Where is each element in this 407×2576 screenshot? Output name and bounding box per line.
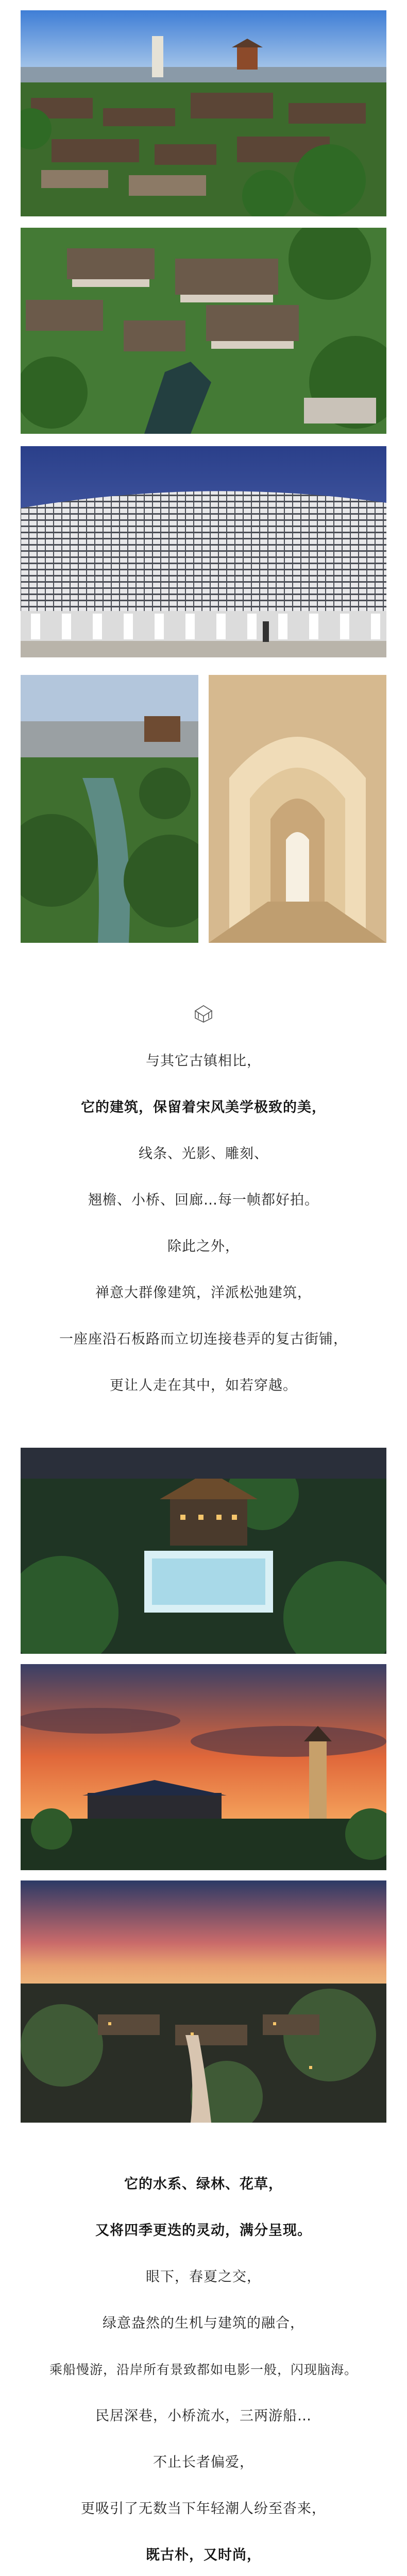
text-line: 它的水系、绿林、花草， — [124, 2176, 283, 2192]
text-line: 一座座沿石板路而立切连接巷弄的复古街铺， — [59, 1331, 348, 1347]
text-line: 眼下，春夏之交， — [146, 2269, 261, 2285]
scenery-text-section — [21, 2174, 386, 2576]
night-temple-photo — [21, 1448, 386, 1654]
text-line: 翘檐、小桥、回廊…每一帧都好拍。 — [88, 1192, 319, 1208]
text-line: 乘船慢游，沿岸所有景致都如电影一般，闪现脑海。 — [49, 2362, 358, 2377]
arched-corridor-photo — [209, 675, 386, 943]
text-line: 线条、光影、雕刻、 — [139, 1146, 268, 1162]
tiled-facade-photo — [21, 446, 386, 657]
text-line: 既古朴，又时尚， — [146, 2547, 261, 2563]
sunset-pagoda-photo — [21, 1664, 386, 1870]
dusk-aerial-photo — [21, 1880, 386, 2123]
text-line: 不止长者偏爱， — [153, 2454, 254, 2470]
text-line: 又将四季更迭的灵动，满分呈现。 — [95, 2223, 312, 2239]
building-sketch-icon — [190, 999, 217, 1026]
text-line: 禅意大群像建筑，洋派松弛建筑， — [95, 1285, 312, 1301]
text-line: 民居深巷，小桥流水，三两游船… — [95, 2408, 312, 2424]
text-line: 与其它古镇相比， — [146, 1053, 261, 1069]
text-line: 它的建筑，保留着宋风美学极致的美， — [81, 1099, 326, 1115]
text-line: 除此之外， — [167, 1239, 240, 1255]
text-line: 绿意盎然的生机与建筑的融合， — [103, 2315, 304, 2331]
text-line: 更让人走在其中，如若穿越。 — [110, 1378, 297, 1394]
aerial-town-photo — [21, 10, 386, 216]
river-aerial-photo — [21, 675, 198, 943]
canal-village-photo — [21, 228, 386, 434]
intro-text-section — [21, 1051, 386, 1412]
text-line: 更吸引了无数当下年轻潮人纷至沓来， — [81, 2501, 326, 2517]
